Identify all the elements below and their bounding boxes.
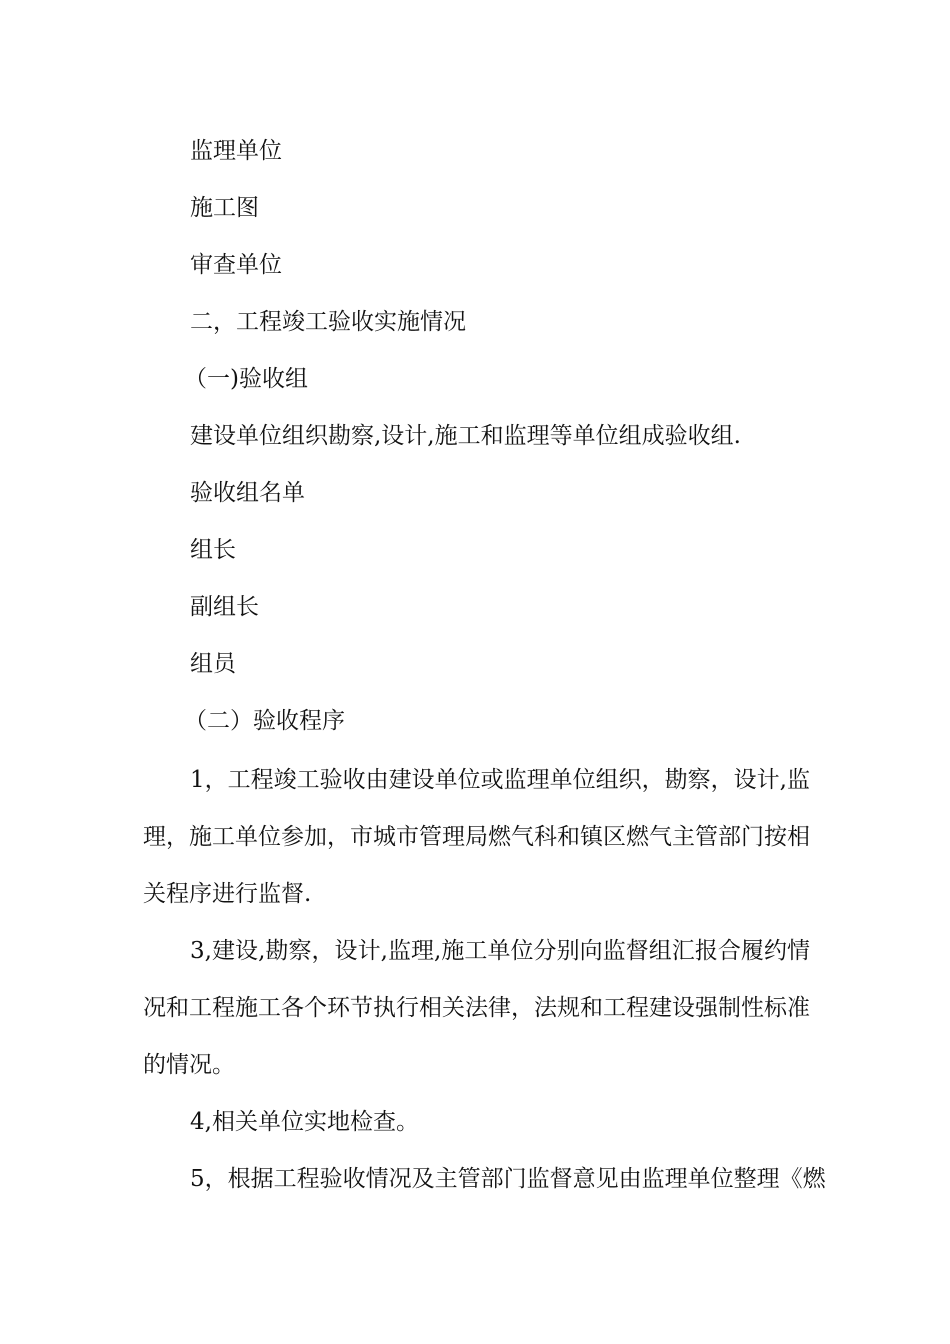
text-line: 组长 (190, 537, 236, 563)
text-line: 副组长 (190, 594, 259, 620)
subsection-heading: （二）验收程序 (184, 708, 345, 734)
section-heading: 二，工程竣工验收实施情况 (190, 309, 466, 335)
text-line: 验收组名单 (190, 480, 305, 506)
text-line: 监理单位 (190, 138, 282, 164)
paragraph-line: 理，施工单位参加，市城市管理局燃气科和镇区燃气主管部门按相 (143, 824, 810, 850)
subsection-heading: （一)验收组 (184, 366, 308, 392)
text-line: 建设单位组织勘察,设计,施工和监理等单位组成验收组. (190, 423, 741, 449)
paragraph-line: 4,相关单位实地检查。 (190, 1109, 419, 1135)
paragraph-line: 关程序进行监督. (143, 881, 312, 907)
paragraph-line: 1，工程竣工验收由建设单位或监理单位组织，勘察，设计,监 (190, 767, 810, 793)
paragraph-line: 的情况。 (143, 1052, 235, 1078)
paragraph-line: 况和工程施工各个环节执行相关法律，法规和工程建设强制性标准 (143, 995, 810, 1021)
text-line: 施工图 (190, 195, 259, 221)
text-line: 审查单位 (190, 252, 282, 278)
text-line: 组员 (190, 651, 236, 677)
paragraph-line: 5，根据工程验收情况及主管部门监督意见由监理单位整理《燃 (190, 1166, 826, 1192)
paragraph-line: 3,建设,勘察，设计,监理,施工单位分别向监督组汇报合履约情 (190, 938, 810, 964)
